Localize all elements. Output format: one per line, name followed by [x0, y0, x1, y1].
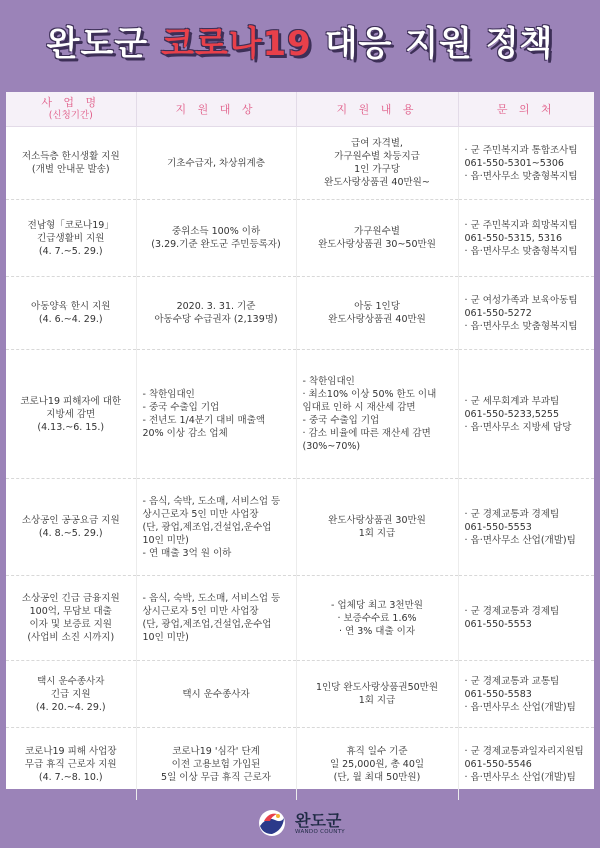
header-project-sub: (신청기간) [48, 110, 93, 121]
cell-contact: · 군 여성가족과 보육아동팀 061-550-5272 · 읍·면사무소 맞춤형복지팀 [458, 277, 594, 350]
cell-project: 전남형「코로나19」 긴급생활비 지원 (4. 7.~5. 29.) [6, 200, 136, 277]
table-row [6, 728, 594, 801]
table-row [6, 127, 594, 200]
cell-content: 가구원수별 완도사랑상품권 30~50만원 [296, 200, 458, 277]
cell-project: 아동양육 한시 지원 (4. 6.~4. 29.) [6, 277, 136, 350]
header-project [6, 92, 136, 127]
cell-target: 2020. 3. 31. 기준 아동수당 수급권자 (2,139명) [136, 277, 296, 350]
cell-contact: · 군 주민복지과 희망복지팀 061-550-5315, 5316 · 읍·면사무소 맞춤형복지팀 [458, 200, 594, 277]
table-row [6, 350, 594, 479]
table-row [6, 576, 594, 661]
title-part2: 대응 지원 정책 [311, 24, 554, 64]
wando-county-emblem-icon [255, 808, 289, 838]
cell-content: 아동 1인당 완도사랑상품권 40만원 [296, 277, 458, 350]
cell-target: 코로나19 '심각' 단계 이전 고용보험 가입된 5일 이상 무급 휴직 근로자 [136, 728, 296, 801]
table-row [6, 277, 594, 350]
cell-project: 택시 운수종사자 긴급 지원 (4. 20.~4. 29.) [6, 661, 136, 728]
cell-project: 저소득층 한시생활 지원 (개별 안내문 발송) [6, 127, 136, 200]
cell-content: 급여 자격별, 가구원수별 차등지급 1인 가구당 완도사랑상품권 40만원~ [296, 127, 458, 200]
cell-contact: · 군 주민복지과 통합조사팀 061-550-5301~5306 · 읍·면사무소 맞춤형복지팀 [458, 127, 594, 200]
policy-table-card [6, 92, 594, 789]
cell-project: 소상공인 공공요금 지원 (4. 8.~5. 29.) [6, 479, 136, 576]
header-target: 지 원 대 상 [136, 92, 296, 127]
cell-project: 소상공인 긴급 금융지원 100억, 무담보 대출 이자 및 보증료 지원 (사업비 소진 시까지) [6, 576, 136, 661]
cell-contact: · 군 경제교통과 경제팀 061-550-5553 · 읍·면사무소 산업(개발)팀 [458, 479, 594, 576]
cell-content: 1인당 완도사랑상품권50만원 1회 지급 [296, 661, 458, 728]
cell-contact: · 군 경제교통과 교통팀 061-550-5583 · 읍·면사무소 산업(개발)팀 [458, 661, 594, 728]
cell-contact: · 군 세무회계과 부과팀 061-550-5233,5255 · 읍·면사무소 지방세 담당 [458, 350, 594, 479]
cell-content: 완도사랑상품권 30만원 1회 지급 [296, 479, 458, 576]
header-project-label: 사 업 명 [41, 96, 101, 109]
table-row [6, 200, 594, 277]
cell-content: - 착한임대인 · 최소10% 이상 50% 한도 이내 임대료 인하 시 재산세 감면 - 중국 수출입 기업 · 감소 비율에 따른 재산세 감면 (30%~70%) [296, 350, 458, 479]
title-accent: 코로나19 [160, 24, 312, 64]
footer-logo [0, 805, 600, 841]
page-title [0, 22, 600, 66]
cell-contact: · 군 경제교통과일자리지원팀 061-550-5546 · 읍·면사무소 산업(개발)팀 [464, 745, 584, 783]
logo-sub: WANDO COUNTY [295, 828, 345, 835]
cell-content: 휴직 일수 기준 일 25,000원, 총 40일 (단, 월 최대 50만원) [296, 728, 458, 801]
header-contact: 문 의 처 [458, 92, 594, 127]
header-content: 지 원 내 용 [296, 92, 458, 127]
table-header-row [6, 92, 594, 127]
table-row [6, 661, 594, 728]
cell-target: - 착한임대인 - 중국 수출입 기업 - 전년도 1/4분기 대비 매출액 20% 이상 감소 업체 [136, 350, 296, 479]
table-row [6, 479, 594, 576]
cell-content: - 업체당 최고 3천만원 · 보증수수료 1.6% · 연 3% 대출 이자 [296, 576, 458, 661]
cell-project: 코로나19 피해 사업장 무급 휴직 근로자 지원 (4. 7.~8. 10.) [6, 728, 136, 801]
policy-table [6, 92, 594, 800]
cell-project: 코로나19 피해자에 대한 지방세 감면 (4.13.~6. 15.) [6, 350, 136, 479]
logo-name: 완도군 [295, 810, 342, 830]
cell-target: - 음식, 숙박, 도소매, 서비스업 등 상시근로자 5인 미만 사업장 (단, 광업,제조업,건설업,운수업 10인 미만) [136, 576, 296, 661]
cell-target: 기초수급자, 차상위계층 [136, 127, 296, 200]
cell-contact: · 군 경제교통과 경제팀 061-550-5553 [458, 576, 594, 661]
cell-target: 중위소득 100% 이하 (3.29.기준 완도군 주민등록자) [136, 200, 296, 277]
cell-target: 택시 운수종사자 [136, 661, 296, 728]
cell-target: - 음식, 숙박, 도소매, 서비스업 등 상시근로자 5인 미만 사업장 (단, 광업,제조업,건설업,운수업 10인 미만) - 연 매출 3억 원 이하 [136, 479, 296, 576]
title-part1: 완도군 [46, 24, 161, 64]
logo-text [295, 812, 345, 835]
